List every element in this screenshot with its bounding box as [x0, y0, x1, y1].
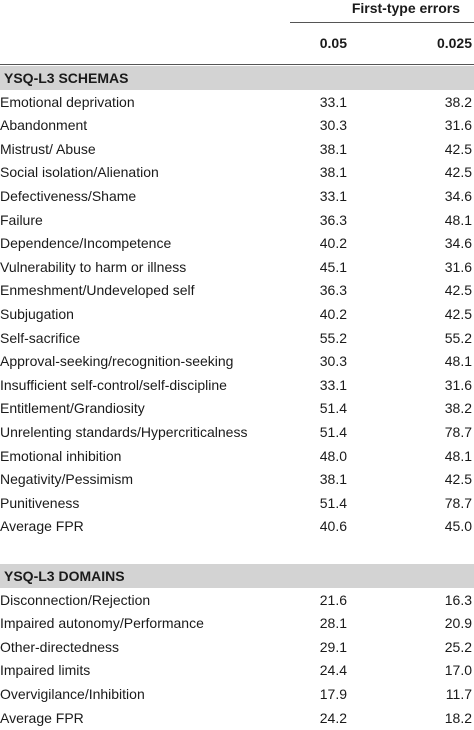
value-005: 24.2 — [290, 707, 347, 730]
table-row — [0, 232, 474, 256]
column-header-0025: 0.025 — [347, 35, 472, 51]
table-row — [0, 515, 474, 539]
table-row — [0, 374, 474, 398]
row-label: Vulnerability to harm or illness — [0, 256, 186, 280]
value-005: 21.6 — [290, 589, 347, 613]
value-005: 40.2 — [290, 232, 347, 256]
value-0025: 48.1 — [347, 350, 472, 374]
row-label: Emotional inhibition — [0, 445, 121, 469]
value-0025: 78.7 — [347, 492, 472, 516]
value-0025: 25.2 — [347, 636, 472, 660]
header-bottom-rule — [0, 64, 474, 65]
value-005: 30.3 — [290, 114, 347, 138]
row-label: Punitiveness — [0, 492, 79, 516]
row-label: Social isolation/Alienation — [0, 161, 159, 185]
value-0025: 18.2 — [347, 707, 472, 730]
value-005: 24.4 — [290, 659, 347, 683]
value-0025: 55.2 — [347, 327, 472, 351]
value-005: 40.6 — [290, 515, 347, 539]
row-label: Enmeshment/Undeveloped self — [0, 279, 195, 303]
section-header — [0, 66, 474, 90]
row-label: Unrelenting standards/Hypercriticalness — [0, 421, 247, 445]
table-row — [0, 303, 474, 327]
value-0025: 42.5 — [347, 468, 472, 492]
section-header — [0, 564, 474, 588]
table-row — [0, 138, 474, 162]
table-row — [0, 707, 474, 730]
row-label: Approval-seeking/recognition-seeking — [0, 350, 233, 374]
table-row — [0, 185, 474, 209]
table-row — [0, 683, 474, 707]
table-row — [0, 492, 474, 516]
table-row — [0, 659, 474, 683]
value-005: 38.1 — [290, 138, 347, 162]
value-0025: 48.1 — [347, 445, 472, 469]
table-row — [0, 612, 474, 636]
section-title: YSQ-L3 SCHEMAS — [0, 70, 128, 86]
row-label: Defectiveness/Shame — [0, 185, 136, 209]
value-0025: 11.7 — [347, 683, 472, 707]
row-label: Abandonment — [0, 114, 87, 138]
row-label: Impaired limits — [0, 659, 90, 683]
table-row — [0, 468, 474, 492]
row-label: Failure — [0, 209, 43, 233]
table-row — [0, 350, 474, 374]
value-005: 48.0 — [290, 445, 347, 469]
value-005: 33.1 — [290, 91, 347, 115]
value-0025: 38.2 — [347, 91, 472, 115]
table-row — [0, 209, 474, 233]
column-header-005: 0.05 — [290, 35, 347, 51]
value-005: 55.2 — [290, 327, 347, 351]
value-005: 28.1 — [290, 612, 347, 636]
table-row — [0, 114, 474, 138]
value-0025: 34.6 — [347, 185, 472, 209]
row-label: Other-directedness — [0, 636, 119, 660]
row-label: Dependence/Incompetence — [0, 232, 171, 256]
table-row — [0, 589, 474, 613]
value-0025: 38.2 — [347, 397, 472, 421]
value-005: 45.1 — [290, 256, 347, 280]
value-005: 33.1 — [290, 185, 347, 209]
table-row — [0, 327, 474, 351]
row-label: Self-sacrifice — [0, 327, 80, 351]
group-title: First-type errors — [352, 0, 460, 16]
row-label: Impaired autonomy/Performance — [0, 612, 204, 636]
value-005: 29.1 — [290, 636, 347, 660]
table-row — [0, 397, 474, 421]
row-label: Insufficient self-control/self-discipline — [0, 374, 227, 398]
value-005: 51.4 — [290, 421, 347, 445]
row-label: Disconnection/Rejection — [0, 589, 150, 613]
value-0025: 34.6 — [347, 232, 472, 256]
table-column-header — [0, 23, 474, 64]
table-row — [0, 256, 474, 280]
value-005: 38.1 — [290, 161, 347, 185]
value-0025: 45.0 — [347, 515, 472, 539]
value-0025: 48.1 — [347, 209, 472, 233]
value-0025: 17.0 — [347, 659, 472, 683]
value-005: 33.1 — [290, 374, 347, 398]
value-0025: 42.5 — [347, 161, 472, 185]
value-0025: 42.5 — [347, 279, 472, 303]
row-label: Entitlement/Grandiosity — [0, 397, 145, 421]
value-005: 51.4 — [290, 492, 347, 516]
row-label: Negativity/Pessimism — [0, 468, 133, 492]
value-0025: 16.3 — [347, 589, 472, 613]
table-row — [0, 445, 474, 469]
value-005: 40.2 — [290, 303, 347, 327]
value-005: 38.1 — [290, 468, 347, 492]
value-0025: 31.6 — [347, 374, 472, 398]
row-label: Subjugation — [0, 303, 74, 327]
table-row — [0, 91, 474, 115]
value-0025: 78.7 — [347, 421, 472, 445]
row-label: Emotional deprivation — [0, 91, 135, 115]
value-005: 30.3 — [290, 350, 347, 374]
value-0025: 42.5 — [347, 138, 472, 162]
value-005: 36.3 — [290, 279, 347, 303]
row-label: Mistrust/ Abuse — [0, 138, 96, 162]
table-row — [0, 636, 474, 660]
table-row — [0, 421, 474, 445]
value-0025: 31.6 — [347, 114, 472, 138]
value-0025: 20.9 — [347, 612, 472, 636]
section-title: YSQ-L3 DOMAINS — [0, 568, 125, 584]
value-0025: 31.6 — [347, 256, 472, 280]
value-005: 17.9 — [290, 683, 347, 707]
table-row — [0, 279, 474, 303]
value-0025: 42.5 — [347, 303, 472, 327]
row-label: Average FPR — [0, 515, 84, 539]
row-label: Overvigilance/Inhibition — [0, 683, 145, 707]
value-005: 36.3 — [290, 209, 347, 233]
table-group-header — [0, 0, 474, 22]
value-005: 51.4 — [290, 397, 347, 421]
table-row — [0, 161, 474, 185]
row-label: Average FPR — [0, 707, 84, 730]
